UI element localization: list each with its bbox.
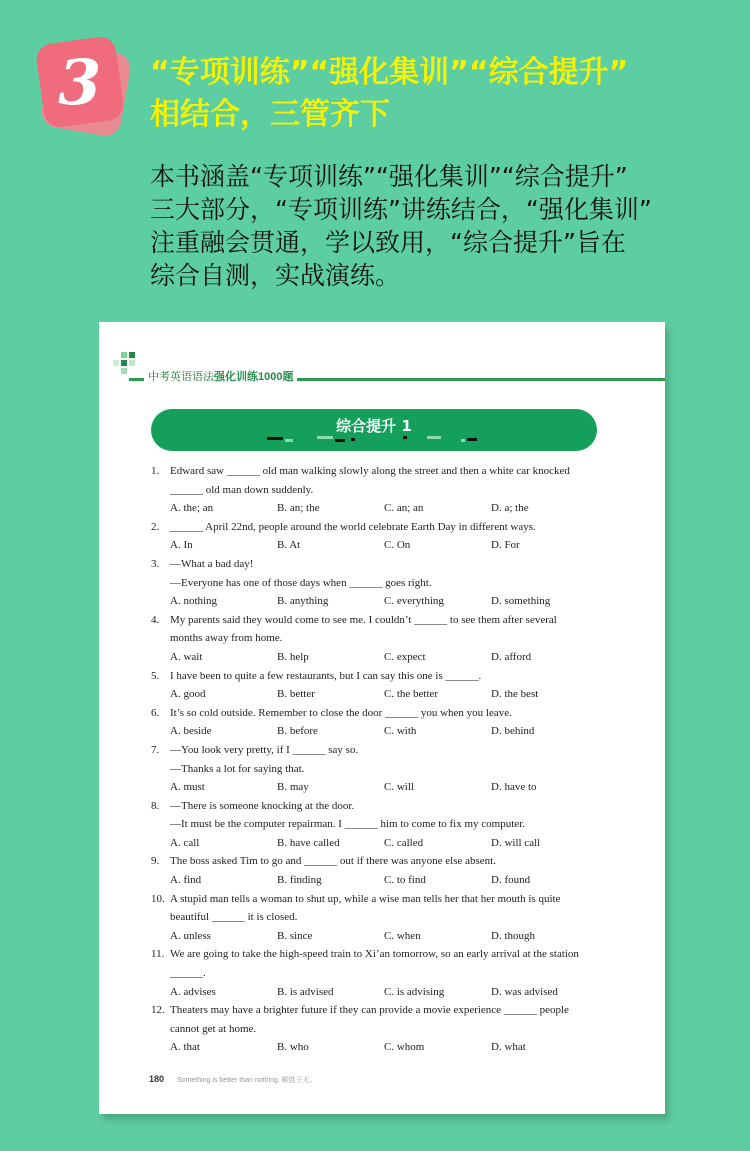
question-body: [170, 555, 606, 611]
question-item: [151, 741, 606, 797]
answer-option: C. is advising: [384, 985, 445, 998]
answer-options: [170, 536, 606, 555]
answer-options: [170, 685, 606, 704]
answer-option: C. to find: [384, 874, 426, 887]
question-number: 10.: [151, 892, 165, 905]
question-body: [170, 945, 606, 1001]
answer-option: A. good: [170, 688, 206, 701]
answer-option: D. will call: [491, 836, 541, 849]
question-body: [170, 611, 606, 667]
question-text: ______ April 22nd, people around the world celebrate Earth Day in different ways.: [170, 520, 536, 533]
answer-option: A. beside: [170, 725, 212, 738]
question-body: [170, 704, 606, 741]
intro-line: 注重融会贯通，学以致用，“综合提升”旨在: [150, 228, 626, 257]
answer-options: [170, 592, 606, 611]
question-item: [151, 945, 606, 1001]
answer-options: [170, 983, 606, 1002]
question-text: beautiful ______ it is closed.: [170, 911, 298, 924]
answer-option: B. an; the: [277, 502, 320, 515]
badge-number: 3: [58, 45, 102, 119]
answer-option: A. nothing: [170, 595, 218, 608]
question-item: [151, 852, 606, 889]
book-page-preview: [99, 322, 665, 1114]
answer-option: A. advises: [170, 985, 216, 998]
answer-options: [170, 648, 606, 667]
question-text: Theaters may have a brighter future if they can provide a movie experience ______ people: [170, 1004, 569, 1017]
answer-option: D. though: [491, 929, 535, 942]
question-body: [170, 462, 606, 518]
headline-line-1: “专项训练”“强化集训”“综合提升”: [150, 55, 629, 90]
answer-options: [170, 834, 606, 853]
answer-option: A. unless: [170, 929, 211, 942]
question-text: My parents said they would come to see me. I couldn’t ______ to see them after several: [170, 613, 557, 626]
answer-option: D. a; the: [491, 502, 529, 515]
header-title-plain: 中考英语语法: [148, 371, 214, 383]
answer-options: [170, 499, 606, 518]
answer-option: C. will: [384, 781, 414, 794]
answer-option: C. an; an: [384, 502, 424, 515]
question-number: 8.: [151, 799, 160, 812]
section-title: 综合提升 1: [336, 417, 412, 435]
section-banner: [151, 409, 597, 451]
question-item: [151, 797, 606, 853]
answer-option: C. when: [384, 929, 421, 942]
question-list: [151, 462, 606, 1057]
question-text: —You look very pretty, if I ______ say so.: [170, 743, 359, 756]
question-number: 12.: [151, 1004, 165, 1017]
question-item: [151, 704, 606, 741]
answer-option: C. the better: [384, 688, 439, 701]
question-number: 3.: [151, 557, 160, 570]
question-number: 7.: [151, 743, 160, 756]
question-number: 4.: [151, 613, 160, 626]
answer-option: C. whom: [384, 1041, 425, 1054]
answer-options: [170, 1038, 606, 1057]
answer-option: A. the; an: [170, 502, 214, 515]
headline-line-2: 相结合，三管齐下: [150, 97, 390, 132]
question-body: [170, 1001, 606, 1057]
answer-options: [170, 871, 606, 890]
question-text: A stupid man tells a woman to shut up, while a wise man tells her that her mouth is quite: [170, 892, 561, 905]
answer-option: D. was advised: [491, 985, 558, 998]
feature-description: [150, 160, 710, 292]
question-item: [151, 667, 606, 704]
question-text: cannot get at home.: [170, 1022, 257, 1035]
header-title-bold: 强化训练1000题: [214, 371, 294, 383]
answer-option: A. that: [170, 1041, 200, 1054]
answer-options: [170, 927, 606, 946]
question-text: —What a bad day!: [170, 557, 254, 570]
footer-motto: Something is better than nothing. 聊胜于无。: [177, 1077, 317, 1084]
answer-option: A. In: [170, 539, 193, 552]
question-text: ______ old man down suddenly.: [170, 483, 314, 496]
answer-option: C. On: [384, 539, 411, 552]
question-text: I have been to quite a few restaurants, but I can say this one is ______.: [170, 669, 482, 682]
question-body: [170, 852, 606, 889]
question-number: 11.: [151, 948, 165, 961]
question-item: [151, 555, 606, 611]
answer-option: A. find: [170, 874, 202, 887]
question-text: months away from home.: [170, 632, 283, 645]
answer-option: D. found: [491, 874, 531, 887]
answer-option: B. help: [277, 650, 309, 663]
answer-options: [170, 722, 606, 741]
answer-option: B. better: [277, 688, 315, 701]
answer-option: A. must: [170, 781, 205, 794]
question-text: —There is someone knocking at the door.: [170, 799, 355, 812]
number-badge: [40, 40, 126, 132]
question-item: [151, 1001, 606, 1057]
answer-option: A. wait: [170, 650, 203, 663]
answer-option: D. the best: [491, 688, 539, 701]
intro-line: 本书涵盖“专项训练”“强化集训”“综合提升”: [150, 162, 628, 191]
question-text: It’s so cold outside. Remember to close the door ______ you when you leave.: [170, 706, 512, 719]
feature-headline: [150, 52, 730, 136]
answer-option: B. At: [277, 539, 301, 552]
answer-option: B. have called: [277, 836, 340, 849]
answer-option: B. anything: [277, 595, 329, 608]
book-header-title: [144, 368, 297, 384]
question-number: 2.: [151, 520, 160, 533]
answer-option: D. For: [491, 539, 520, 552]
answer-options: [170, 778, 606, 797]
question-text: ______.: [170, 967, 206, 980]
answer-option: B. since: [277, 929, 313, 942]
question-text: —It must be the computer repairman. I ______ him to come to fix my computer.: [170, 818, 525, 831]
question-item: [151, 611, 606, 667]
question-body: [170, 890, 606, 946]
page-number: 180: [149, 1074, 165, 1084]
answer-option: D. something: [491, 595, 551, 608]
question-number: 1.: [151, 465, 160, 477]
answer-option: D. afford: [491, 650, 532, 663]
answer-option: B. before: [277, 725, 318, 738]
answer-option: B. who: [277, 1041, 309, 1054]
question-text: Edward saw ______ old man walking slowly along the street and then a white car knocked: [170, 465, 570, 477]
answer-option: D. behind: [491, 725, 535, 738]
answer-option: C. everything: [384, 595, 444, 608]
question-body: [170, 741, 606, 797]
question-item: [151, 462, 606, 518]
question-body: [170, 797, 606, 853]
answer-option: B. is advised: [277, 985, 334, 998]
question-item: [151, 518, 606, 555]
question-number: 6.: [151, 706, 160, 719]
question-text: —Thanks a lot for saying that.: [170, 762, 305, 775]
question-text: The boss asked Tim to go and ______ out if there was anyone else absent.: [170, 855, 496, 868]
answer-option: B. finding: [277, 874, 322, 887]
question-text: —Everyone has one of those days when ______ goes right.: [170, 576, 432, 589]
answer-option: D. what: [491, 1041, 526, 1054]
badge-front: [35, 35, 126, 129]
answer-option: B. may: [277, 781, 309, 794]
question-body: [170, 518, 606, 555]
intro-line: 三大部分，“专项训练”讲练结合，“强化集训”: [150, 195, 652, 224]
question-item: [151, 890, 606, 946]
question-body: [170, 667, 606, 704]
intro-line: 综合自测，实战演练。: [150, 261, 401, 290]
answer-option: C. called: [384, 836, 424, 849]
question-number: 9.: [151, 855, 160, 868]
question-number: 5.: [151, 669, 160, 682]
answer-option: A. call: [170, 836, 200, 849]
question-text: We are going to take the high-speed train to Xi’an tomorrow, so an early arrival at the station: [170, 948, 579, 961]
answer-option: C. with: [384, 725, 417, 738]
answer-option: C. expect: [384, 650, 426, 663]
answer-option: D. have to: [491, 781, 537, 794]
